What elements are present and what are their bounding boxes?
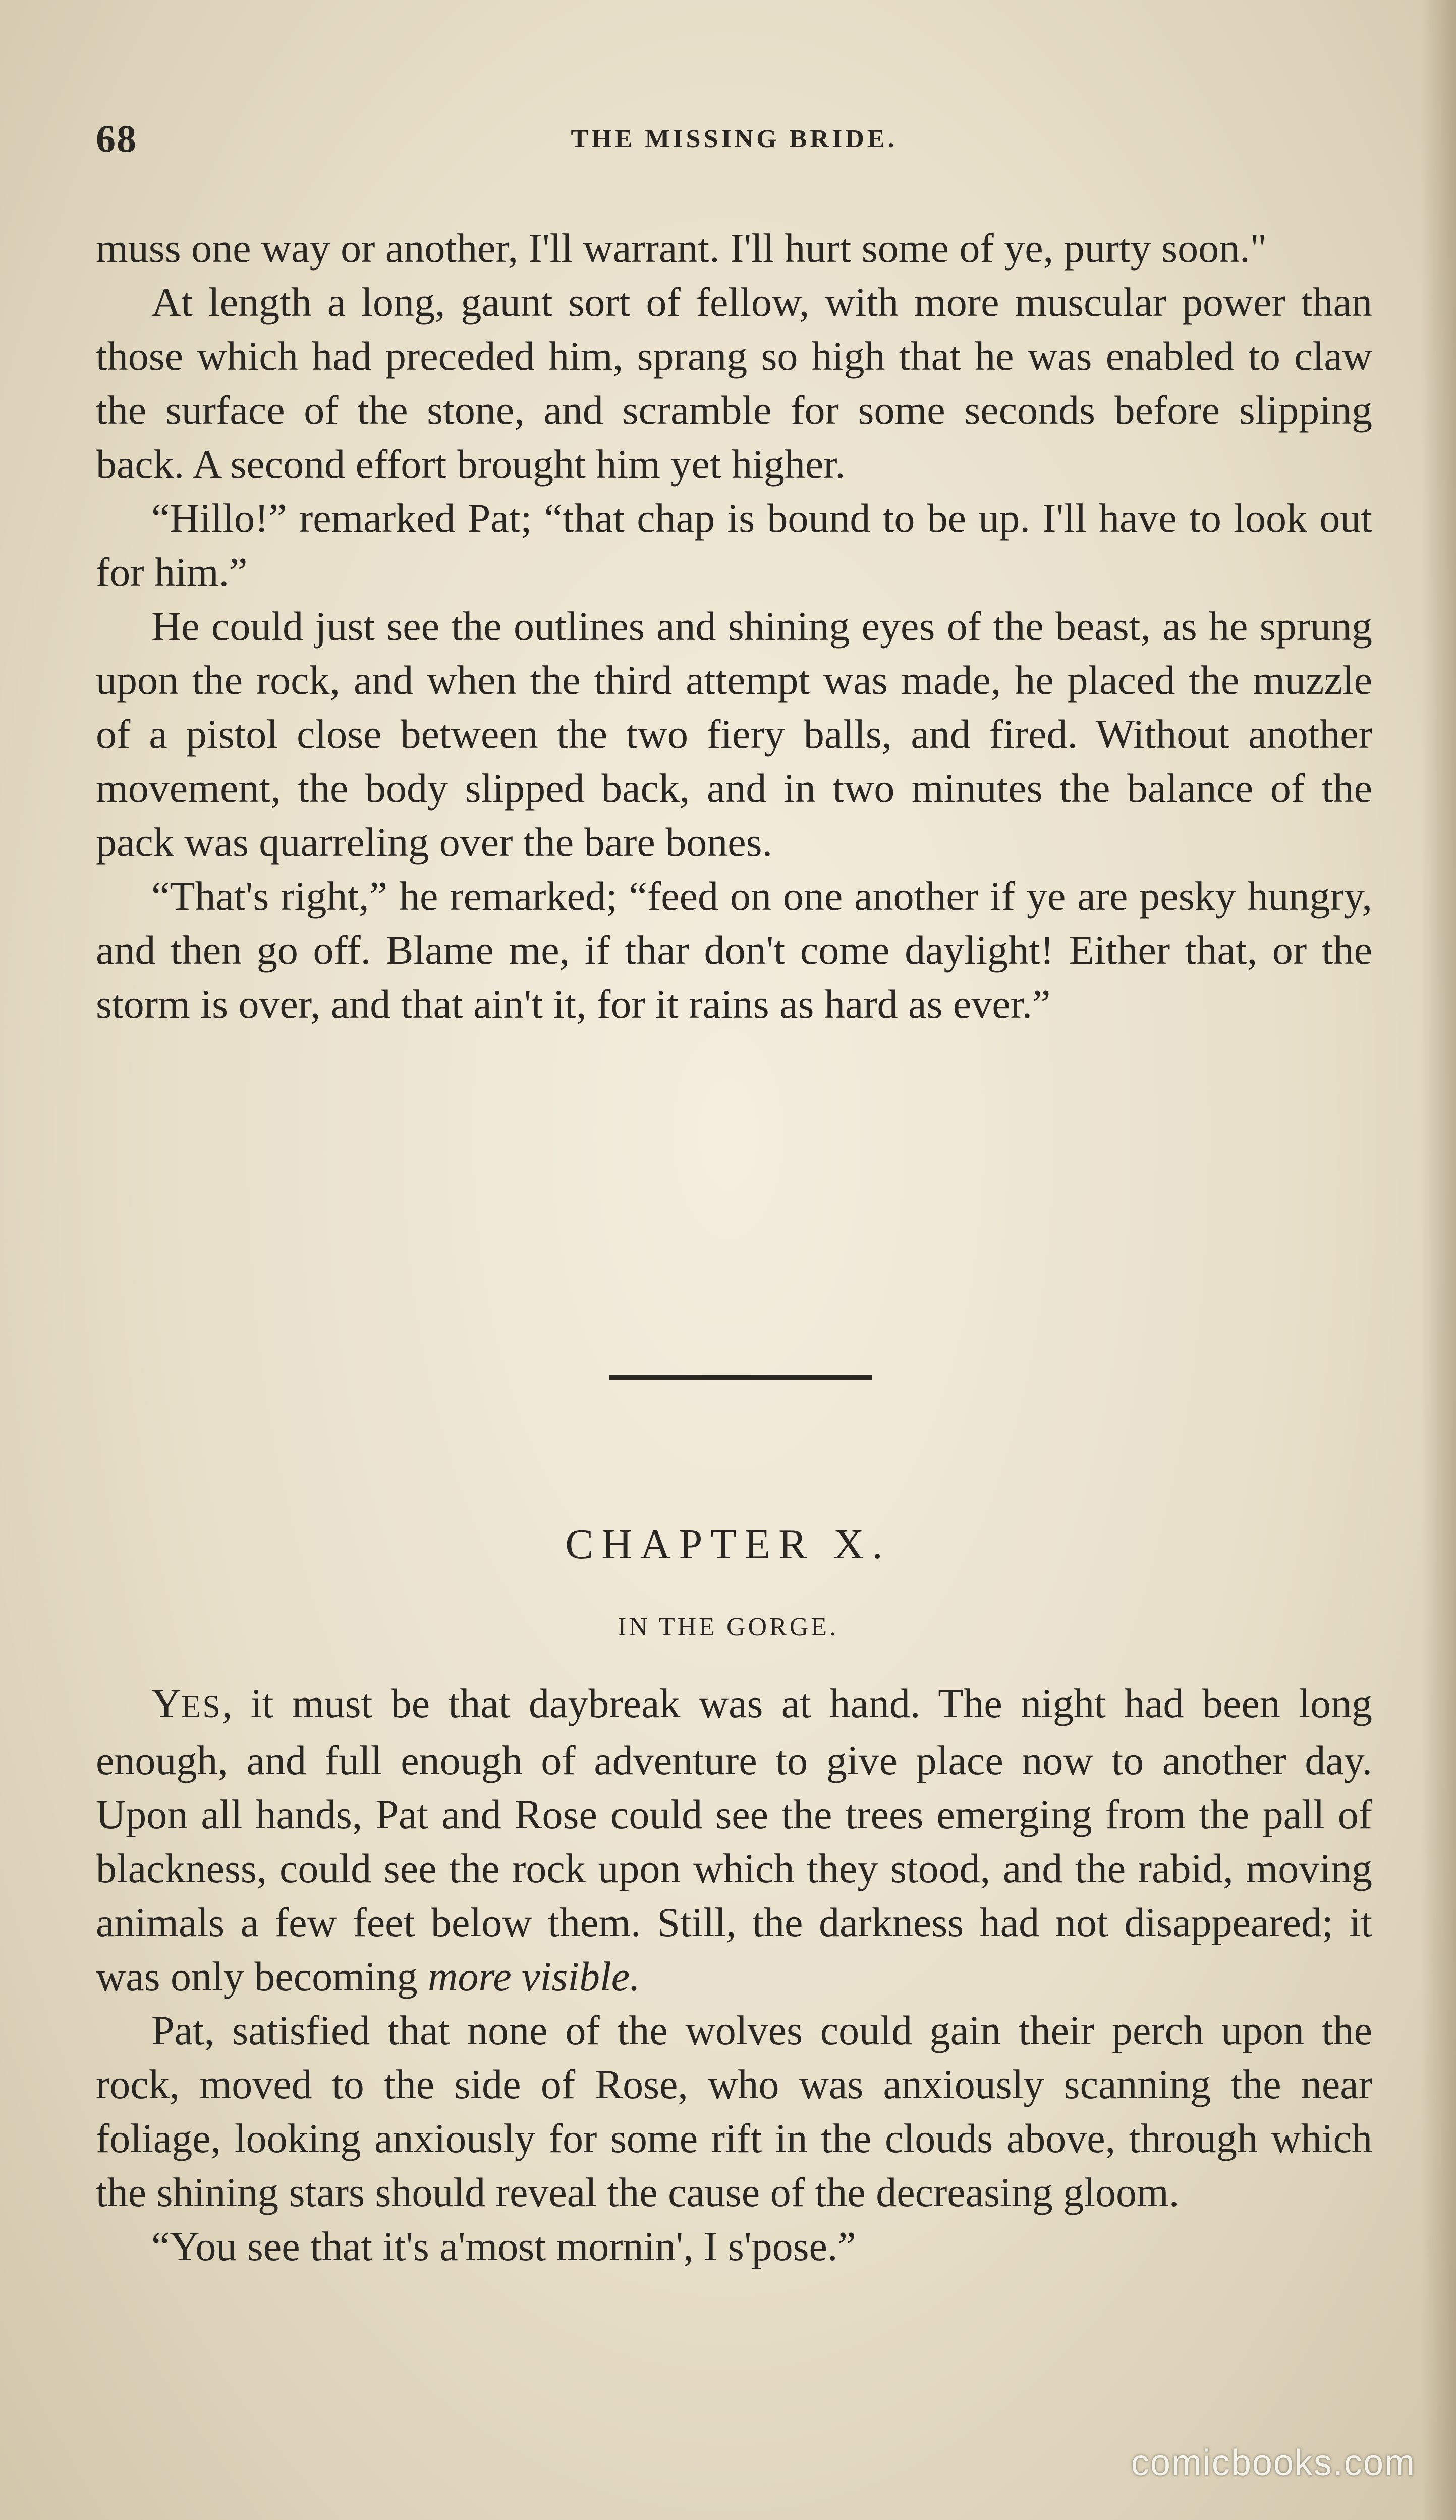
page-header — [96, 116, 1372, 161]
body-text-top — [96, 221, 1372, 1031]
paragraph: “That's right,” he remarked; “feed on one another if ye are pesky hungry, and then go off. Blame me, if thar don't come daylight! Either that, or the storm is over, and that ain't it, for it rains as hard as ever.” — [96, 873, 1372, 1027]
paragraph: “You see that it's a'most mornin', I s'pose.” — [151, 2223, 856, 2269]
chapter-title: CHAPTER X. — [565, 1521, 891, 1568]
paragraph: He could just see the outlines and shining eyes of the beast, as he sprung upon the rock, and when the third attempt was made, he placed the muzzle of a pistol close between the two fiery balls, and fired. Without another movement, the body slipped back, and in two minutes the balance of the pack was quarreling over the bare bones. — [96, 603, 1372, 865]
paragraph — [96, 1676, 1372, 2003]
running-head: THE MISSING BRIDE. — [571, 125, 898, 153]
paragraph: At length a long, gaunt sort of fellow, with more muscular power than those which had preceded him, sprang so high that he was enabled to claw the surface of the stone, and scramble for some seconds before slipping back. A second effort brought him yet higher. — [96, 279, 1372, 487]
italic-phrase: more visible. — [428, 1953, 640, 1999]
paragraph: Pat, satisfied that none of the wolves could gain their perch upon the rock, moved to the side of Rose, who was anxiously scanning the near foliage, looking anxiously for some rift in the clouds above, through which the shining stars should reveal the cause of the decreasing gloom. — [96, 2007, 1372, 2215]
section-divider — [609, 1375, 872, 1380]
paragraph: “Hillo!” remarked Pat; “that chap is bound to be up. I'll have to look out for him.” — [96, 495, 1372, 595]
paragraph: muss one way or another, I'll warrant. I'll hurt some of ye, purty soon." — [96, 225, 1267, 271]
paragraph-text: , it must be that daybreak was at hand. The night had been long enough, and full enough of adventure to give place now to another day. Upon all hands, Pat and Rose could see the trees emerging from the pall of blackness, could see the rock upon which they stood, and the rabid, moving animals a few feet below them. Still, the darkness had not disappeared; it was only becoming — [96, 1680, 1372, 1999]
page-number: 68 — [96, 117, 137, 160]
body-text-bottom — [96, 1676, 1372, 2273]
chapter-subtitle: IN THE GORGE. — [617, 1613, 839, 1641]
page-edge-shadow — [1421, 0, 1456, 2520]
drop-word-initial: Y — [151, 1680, 182, 1726]
watermark: comicbooks.com — [1131, 2443, 1416, 2483]
drop-word-rest: ES — [181, 1688, 222, 1724]
